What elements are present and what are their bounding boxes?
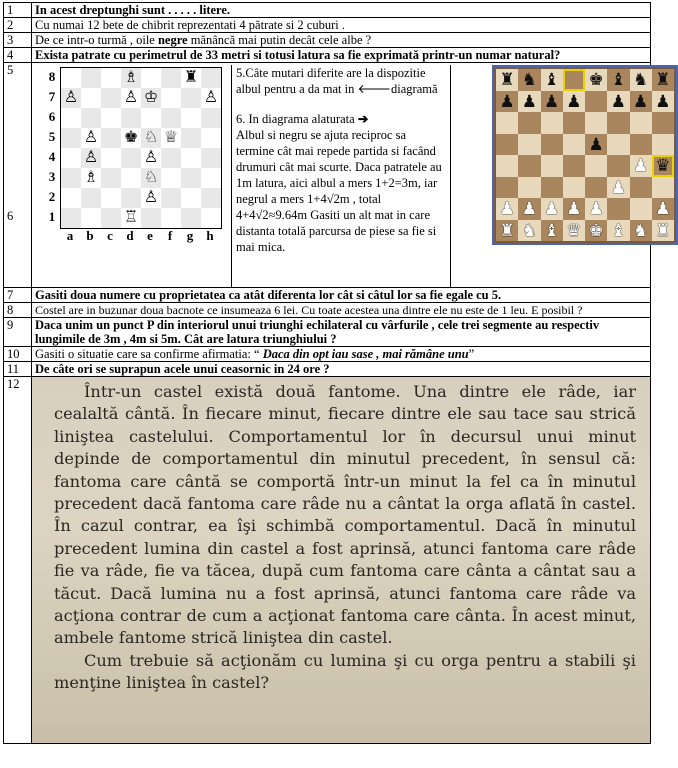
- square-f5: [607, 134, 629, 156]
- row-12: [4, 377, 651, 744]
- square-g6: [181, 108, 201, 128]
- square-a5: [496, 134, 518, 156]
- file-label: g: [186, 228, 194, 243]
- square-h4: [652, 155, 674, 177]
- square-g2: [181, 188, 201, 208]
- file-label: d: [126, 228, 134, 243]
- square-a2: [61, 188, 81, 208]
- square-h1: [201, 208, 221, 228]
- square-c8: [101, 68, 121, 88]
- square-e6: [141, 108, 161, 128]
- problems-table: [3, 2, 671, 744]
- square-c4: [101, 148, 121, 168]
- square-a3: [496, 177, 518, 199]
- square-c5: [101, 128, 121, 148]
- square-g8: ♜: [181, 68, 201, 88]
- chess-piece: ♝: [544, 220, 560, 240]
- square-g7: [630, 91, 652, 113]
- file-label: e: [147, 228, 153, 243]
- chess-piece: ♝: [610, 220, 626, 240]
- row-4: [4, 48, 651, 63]
- square-d6: [121, 108, 141, 128]
- square-g5: [181, 128, 201, 148]
- text-part: Gasiti o situatie care sa confirme afirmatia: “: [35, 347, 263, 361]
- photo-paragraph-2: Cum trebuie să acţionăm cu lumina şi cu orga pentru a stabili şi menţine liniştea în castel?: [54, 650, 636, 693]
- problem-text: In acest dreptunghi sunt . . . . . litere.: [32, 3, 651, 18]
- row-number: 7: [4, 288, 32, 303]
- row-number: 4: [4, 48, 32, 63]
- square-d3: [563, 177, 585, 199]
- row-3: [4, 33, 651, 48]
- problem-text: Daca unim un punct P din interiorul unui triunghi echilateral cu vârfurile , cele trei segmente au respectiv lungimile de 3m , 4m si 5m. Cât are latura triunghiului ?: [32, 318, 651, 347]
- chess-questions: [231, 65, 451, 287]
- square-g2: [630, 198, 652, 220]
- square-h6: [201, 108, 221, 128]
- square-d3: [121, 168, 141, 188]
- square-e4: [585, 155, 607, 177]
- square-f8: [607, 69, 629, 91]
- row-number-5: 5: [7, 63, 14, 77]
- chess-piece: ♟: [544, 91, 560, 111]
- square-d2: [121, 188, 141, 208]
- square-g1: [181, 208, 201, 228]
- chess-piece: ♟: [633, 156, 649, 176]
- square-f3: [607, 177, 629, 199]
- row-8: [4, 303, 651, 318]
- square-e5: [585, 134, 607, 156]
- square-c1: [101, 208, 121, 228]
- chess-piece: ♝: [544, 70, 560, 90]
- row-number: 8: [4, 303, 32, 318]
- photo-paragraph-1: Într-un castel există două fantome. Una dintre ele râde, iar cealaltă cântă. În fiecare minut, fiecare dintre ele sau tace sau strică liniştea castelului. Comportamentul lor în decursul unui minut depinde de comportamentul din minutul precedent, în sensul că: fantoma care cântă se comportă într-un minut la fel ca în minutul precedent dacă fantoma care râde nu a cântat la orga aflată în castel. În cazul contrar, ea îşi schimbă comportamentul. Dacă în minutul precedent lumina din castel a fost aprinsă, atunci fantoma care râde fie va râde, fie va tăcea, după cum fantoma care cânta a cântat sau a tăcut. Dacă lumina nu a fost aprinsă, atunci fantoma care râde va acţiona contrar de cum a acţionat fantoma care cânta. În acest minut, ambele fantome strică liniştea din castel.: [54, 382, 636, 648]
- square-h4: [201, 148, 221, 168]
- square-c3: [101, 168, 121, 188]
- square-h5: [652, 134, 674, 156]
- square-c6: [101, 108, 121, 128]
- row-7: [4, 288, 651, 303]
- square-f5: ♕: [161, 128, 181, 148]
- chess-piece: ♟: [610, 91, 626, 111]
- square-e4: ♙: [141, 148, 161, 168]
- square-d8: ♗: [121, 68, 141, 88]
- square-h3: [201, 168, 221, 188]
- chess-piece: ♟: [499, 91, 515, 111]
- chess-piece: ♟: [588, 199, 604, 219]
- chess-piece: ♟: [521, 199, 537, 219]
- left-arrow-icon: 🡐: [357, 82, 392, 96]
- problem-text: Costel are in buzunar doua bacnote ce insumeaza 6 lei. Cu toate acestea una dintre ele nu este de 1 leu. E posibil ?: [32, 303, 651, 318]
- square-h2: [201, 188, 221, 208]
- square-f2: [161, 188, 181, 208]
- square-d1: ♖: [121, 208, 141, 228]
- square-f7: [607, 91, 629, 113]
- square-f6: [607, 112, 629, 134]
- square-b1: [81, 208, 101, 228]
- row-number: 11: [4, 362, 32, 377]
- problem-text: Gasiti doua numere cu proprietatea ca atât diferenta lor cât si câtul lor sa fie egale cu 5.: [32, 288, 651, 303]
- square-e2: [585, 198, 607, 220]
- square-d5: ♚: [121, 128, 141, 148]
- emphasis-negre: negre: [157, 33, 188, 47]
- rank-label: 6: [48, 109, 56, 124]
- question-5: [236, 65, 446, 97]
- square-a1: [496, 220, 518, 242]
- square-d7: ♙: [121, 88, 141, 108]
- square-a4: [61, 148, 81, 168]
- square-c6: [541, 112, 563, 134]
- square-b5: ♙: [81, 128, 101, 148]
- square-c5: [541, 134, 563, 156]
- file-label: h: [206, 228, 214, 243]
- chess-diagram-1: [46, 67, 222, 243]
- square-b7: [81, 88, 101, 108]
- chess-piece: ♟: [655, 199, 671, 219]
- square-b8: [518, 69, 540, 91]
- chess-piece: ♜: [499, 220, 515, 240]
- rank-label: 8: [48, 69, 56, 84]
- file-label: c: [107, 228, 113, 243]
- square-h7: ♙: [201, 88, 221, 108]
- text-part: ”: [468, 347, 475, 361]
- square-g8: [630, 69, 652, 91]
- square-a7: ♙: [61, 88, 81, 108]
- square-e8: [585, 69, 607, 91]
- chess-piece: ♟: [633, 91, 649, 111]
- chess-piece: ♚: [588, 70, 604, 90]
- chess-piece: ♟: [544, 199, 560, 219]
- chess-piece: ♛: [655, 156, 671, 176]
- chess-board-grid: [60, 67, 222, 229]
- rank-label: 4: [48, 149, 56, 164]
- square-f1: [161, 208, 181, 228]
- row-1: [4, 3, 651, 18]
- photo-cell: [32, 377, 651, 744]
- square-d6: [563, 112, 585, 134]
- square-c4: [541, 155, 563, 177]
- square-b3: [518, 177, 540, 199]
- square-b5: [518, 134, 540, 156]
- square-c7: [101, 88, 121, 108]
- chess-board-grid-2: [496, 69, 674, 241]
- row-number: 10: [4, 347, 32, 362]
- text-part: mănâncă mai putin decât cele albe ?: [187, 33, 372, 47]
- square-e1: [141, 208, 161, 228]
- chess-piece: ♚: [588, 220, 604, 240]
- square-a8: [496, 69, 518, 91]
- square-g5: [630, 134, 652, 156]
- square-g4: [181, 148, 201, 168]
- square-g4: [630, 155, 652, 177]
- chess-piece: ♞: [521, 70, 537, 90]
- square-h7: [652, 91, 674, 113]
- square-d4: [563, 155, 585, 177]
- square-f4: [607, 155, 629, 177]
- row-2: [4, 18, 651, 33]
- square-b8: [81, 68, 101, 88]
- square-e8: [141, 68, 161, 88]
- row-number: 9: [4, 318, 32, 347]
- rank-label: 7: [48, 89, 56, 104]
- row-11: [4, 362, 651, 377]
- square-f6: [161, 108, 181, 128]
- chess-piece: ♝: [610, 70, 626, 90]
- square-a4: [496, 155, 518, 177]
- scanned-book-photo: [32, 377, 650, 743]
- square-h2: [652, 198, 674, 220]
- square-b4: [518, 155, 540, 177]
- row-9: [4, 318, 651, 347]
- row-number: 2: [4, 18, 32, 33]
- square-d2: [563, 198, 585, 220]
- row-number-pair: [4, 63, 32, 288]
- rank-label: 3: [48, 169, 56, 184]
- square-a6: [61, 108, 81, 128]
- row-number: 3: [4, 33, 32, 48]
- q6-title: 6. In diagrama alaturata: [236, 112, 358, 126]
- square-e3: [585, 177, 607, 199]
- row-number: 1: [4, 3, 32, 18]
- square-f2: [607, 198, 629, 220]
- question-6: [236, 111, 446, 127]
- chess-piece: ♜: [655, 70, 671, 90]
- square-a6: [496, 112, 518, 134]
- rank-label: 5: [48, 129, 56, 144]
- square-h6: [652, 112, 674, 134]
- chess-piece: ♟: [566, 91, 582, 111]
- square-f3: [161, 168, 181, 188]
- q6-body: Albul si negru se ajuta reciproc sa termine cât mai repede partida si facând drumuri cât mai scurte. Daca patratele au 1m latura, aici albul a mers 1+2=3m, iar negrul a mers 1+4√2m , total 4+4√2≈9.64m Gasiti un alt mat in care distanta totală parcursa de piese sa fie si mai mica.: [236, 128, 442, 254]
- square-d7: [563, 91, 585, 113]
- text-part: De ce intr-o turmă , oile: [35, 33, 158, 47]
- file-label: f: [167, 228, 173, 243]
- row-number: 12: [4, 377, 32, 744]
- chess-piece: ♟: [566, 199, 582, 219]
- square-e3: ♘: [141, 168, 161, 188]
- square-h8: [652, 69, 674, 91]
- square-b6: [518, 112, 540, 134]
- square-g1: [630, 220, 652, 242]
- square-g7: [181, 88, 201, 108]
- square-a2: [496, 198, 518, 220]
- chess-section: [32, 63, 671, 288]
- problem-text: Exista patrate cu perimetrul de 33 metri si totusi latura sa fie exprimată printr-un numar natural?: [32, 48, 651, 63]
- q5-text: 5.Câte mutari diferite are la dispozitie albul pentru a da mat in: [236, 66, 426, 96]
- square-d1: [563, 220, 585, 242]
- square-b2: [81, 188, 101, 208]
- square-f8: [161, 68, 181, 88]
- square-h5: [201, 128, 221, 148]
- chess-piece: ♜: [499, 70, 515, 90]
- chess-piece: ♜: [655, 220, 671, 240]
- square-c2: [541, 198, 563, 220]
- square-e5: ♘: [141, 128, 161, 148]
- square-e7: ♔: [141, 88, 161, 108]
- file-label: a: [66, 228, 74, 243]
- square-b7: [518, 91, 540, 113]
- chess-diagram-2: [492, 65, 678, 245]
- chess-piece: ♟: [655, 91, 671, 111]
- square-d5: [563, 134, 585, 156]
- problem-text: De câte ori se suprapun acele unui ceasornic in 24 ore ?: [32, 362, 651, 377]
- chess-piece: ♟: [588, 134, 604, 154]
- square-a3: [61, 168, 81, 188]
- square-f1: [607, 220, 629, 242]
- square-d4: [121, 148, 141, 168]
- square-c8: [541, 69, 563, 91]
- square-c7: [541, 91, 563, 113]
- square-g6: [630, 112, 652, 134]
- square-b2: [518, 198, 540, 220]
- chess-piece: ♞: [633, 70, 649, 90]
- square-b3: ♗: [81, 168, 101, 188]
- square-g3: [630, 177, 652, 199]
- row-5-6: [4, 63, 651, 288]
- problem-text: Cu numai 12 bete de chibrit reprezentati 4 pătrate si 2 cuburi .: [32, 18, 651, 33]
- row-number-6: 6: [7, 209, 14, 223]
- square-h3: [652, 177, 674, 199]
- q5-end: diagramă: [391, 82, 438, 96]
- square-e7: [585, 91, 607, 113]
- square-e6: [585, 112, 607, 134]
- square-b6: [81, 108, 101, 128]
- square-h8: [201, 68, 221, 88]
- square-a1: [61, 208, 81, 228]
- square-h1: [652, 220, 674, 242]
- square-c1: [541, 220, 563, 242]
- chess-piece: ♛: [566, 220, 582, 240]
- square-d8: [563, 69, 585, 91]
- chess-piece: ♞: [521, 220, 537, 240]
- right-arrow-icon: ➔: [357, 112, 369, 126]
- square-c3: [541, 177, 563, 199]
- chess-piece: ♟: [521, 91, 537, 111]
- square-b1: [518, 220, 540, 242]
- square-e1: [585, 220, 607, 242]
- problem-text: [32, 33, 651, 48]
- rank-label: 1: [48, 209, 56, 224]
- square-a8: [61, 68, 81, 88]
- problem-text: [32, 347, 651, 362]
- square-a5: [61, 128, 81, 148]
- square-f4: [161, 148, 181, 168]
- square-f7: [161, 88, 181, 108]
- chess-piece: ♟: [499, 199, 515, 219]
- square-a7: [496, 91, 518, 113]
- file-label: b: [86, 228, 94, 243]
- quote: Daca din opt iau sase , mai rămâne unu: [262, 347, 469, 361]
- rank-label: 2: [48, 189, 56, 204]
- chess-piece: ♞: [633, 220, 649, 240]
- chess-piece: ♟: [610, 177, 626, 197]
- square-b4: ♙: [81, 148, 101, 168]
- square-e2: ♙: [141, 188, 161, 208]
- square-g3: [181, 168, 201, 188]
- square-c2: [101, 188, 121, 208]
- row-10: [4, 347, 651, 362]
